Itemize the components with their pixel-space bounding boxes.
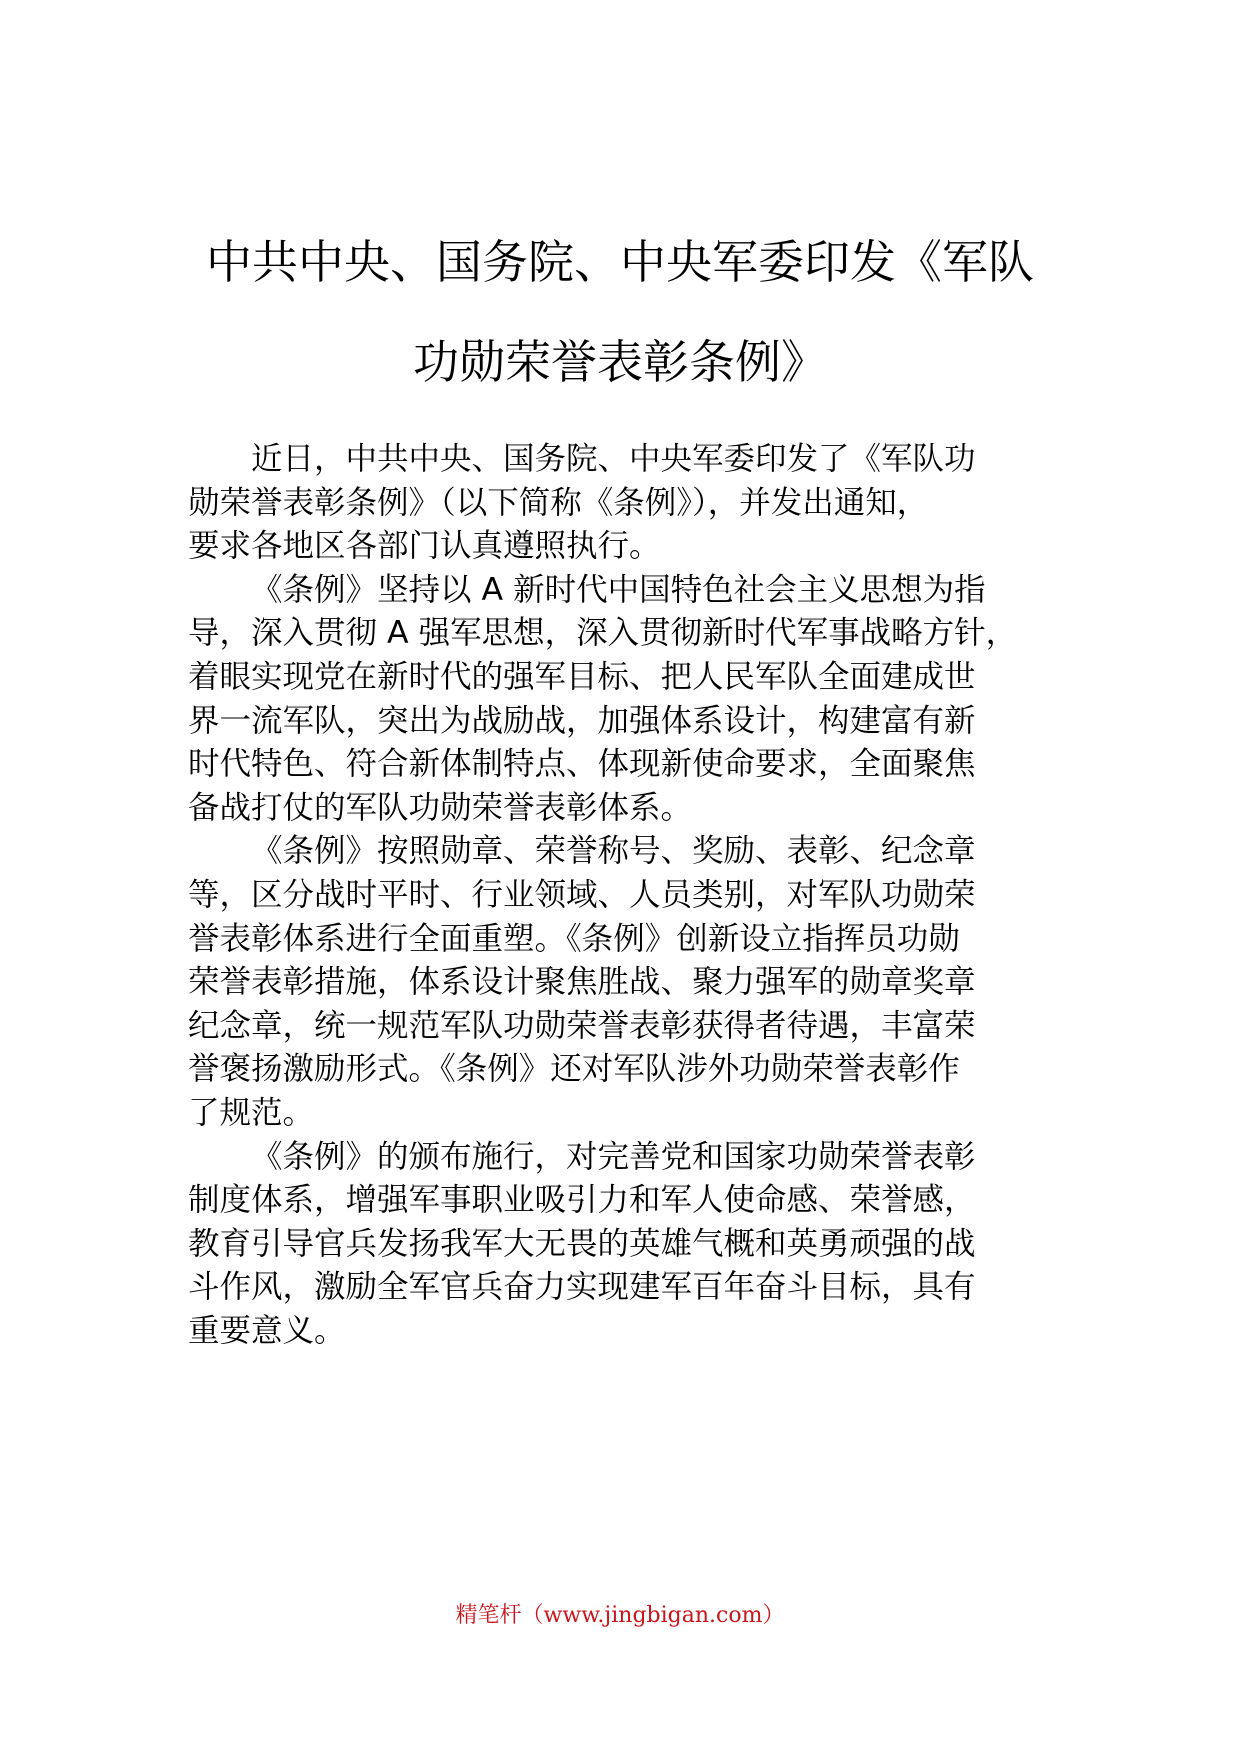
- document-title: [160, 212, 1080, 412]
- paragraph-line: 时代特色、符合新体制特点、体现新使命要求，全面聚焦: [188, 746, 976, 783]
- title-line-1: 中共中央、国务院、中央军委印发《军队: [206, 235, 1034, 289]
- paragraph-line: 了规范。: [188, 1094, 315, 1131]
- paragraph-3: [188, 830, 1088, 1135]
- paragraph-line: 斗作风，激励全军官兵奋力实现建军百年奋斗目标，具有: [188, 1269, 976, 1306]
- paragraph-line: 界一流军队，突出为战励战，加强体系设计，构建富有新: [188, 702, 976, 739]
- paragraph-line: 《条例》坚持以 A 新时代中国特色社会主义思想为指: [251, 571, 986, 608]
- paragraph-line: 要求各地区各部门认真遵照执行。: [188, 528, 661, 565]
- paragraph-line: 制度体系，增强军事职业吸引力和军人使命感、荣誉感，: [188, 1182, 976, 1219]
- paragraph-1: [188, 438, 1088, 569]
- paragraph-line: 备战打仗的军队功勋荣誉表彰体系。: [188, 789, 693, 826]
- paragraph-line: 誉褒扬激励形式。《条例》还对军队涉外功勋荣誉表彰作: [188, 1051, 960, 1088]
- footer-source: 精笔杆（www.jingbigan.com）: [455, 1603, 785, 1628]
- paragraph-line: 近日，中共中央、国务院、中央军委印发了《军队功: [251, 441, 976, 477]
- paragraph-line: 教育引导官兵发扬我军大无畏的英雄气概和英勇顽强的战: [188, 1225, 976, 1262]
- paragraph-line: 着眼实现党在新时代的强军目标、把人民军队全面建成世: [188, 658, 976, 695]
- document-body: [188, 438, 1088, 1353]
- paragraph-line: 《条例》按照勋章、荣誉称号、奖励、表彰、纪念章: [251, 833, 976, 870]
- paragraph-line: 纪念章，统一规范军队功勋荣誉表彰获得者待遇，丰富荣: [188, 1007, 976, 1044]
- paragraph-line: 荣誉表彰措施，体系设计聚焦胜战、聚力强军的勋章奖章: [188, 964, 976, 1001]
- paragraph-line: 导，深入贯彻 A 强军思想，深入贯彻新时代军事战略方针，: [188, 615, 1018, 652]
- paragraph-line: 誉表彰体系进行全面重塑。《条例》创新设立指挥员功勋: [188, 920, 960, 957]
- paragraph-line: 等，区分战时平时、行业领域、人员类别，对军队功勋荣: [188, 876, 976, 913]
- paragraph-line: 重要意义。: [188, 1312, 346, 1349]
- paragraph-4: [188, 1136, 1088, 1354]
- paragraph-line: 勋荣誉表彰条例》（以下简称《条例》），并发出通知，: [188, 484, 929, 521]
- title-line-2: 功勋荣誉表彰条例》: [413, 335, 827, 389]
- paragraph-2: [188, 569, 1088, 831]
- paragraph-line: 《条例》的颁布施行，对完善党和国家功勋荣誉表彰: [251, 1138, 976, 1175]
